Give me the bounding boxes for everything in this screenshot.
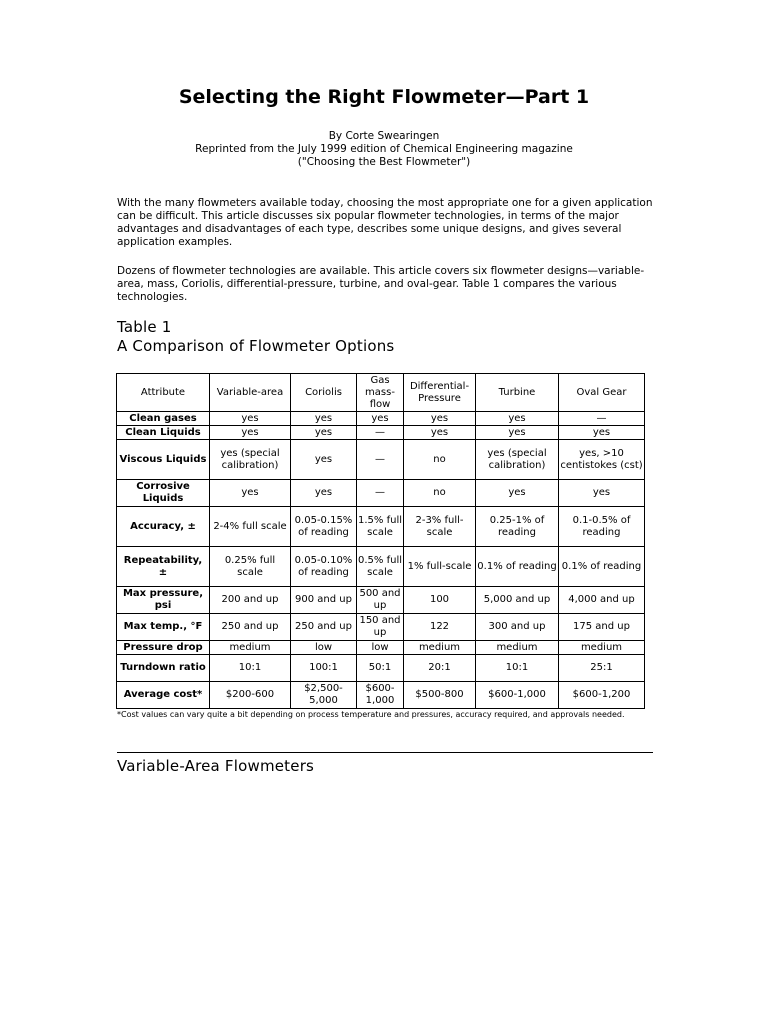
table-cell: 100:1 [291,655,357,682]
header-cell: Differential-Pressure [404,374,476,412]
table-cell: yes [357,412,404,426]
table-cell: 0.05-0.10% of reading [291,547,357,587]
table-cell: $600-1,000 [476,682,559,709]
original-title-line: ("Choosing the Best Flowmeter") [297,156,471,168]
table-footnote: *Cost values can vary quite a bit depending on process temperature and pressures, accuracy required, and approvals needed. [117,710,625,719]
byline [0,130,768,169]
table-cell: yes (special calibration) [210,440,291,480]
attribute-cell: Max temp., °F [117,614,210,641]
table-cell: — [357,440,404,480]
table-cell: 10:1 [210,655,291,682]
table-cell: 300 and up [476,614,559,641]
table-caption: A Comparison of Flowmeter Options [117,337,395,355]
attribute-cell: Max pressure, psi [117,587,210,614]
table-cell: no [404,440,476,480]
table-cell: $2,500-5,000 [291,682,357,709]
table-cell: 150 and up [357,614,404,641]
table-cell: 900 and up [291,587,357,614]
section-heading: Variable-Area Flowmeters [117,757,315,775]
comparison-table [116,373,645,709]
table-cell: yes [291,440,357,480]
table-cell: yes [559,480,645,507]
table-cell: yes [291,480,357,507]
page-title: Selecting the Right Flowmeter—Part 1 [178,86,590,108]
table-cell: medium [404,641,476,655]
table-cell: medium [476,641,559,655]
reprint-line: Reprinted from the July 1999 edition of Chemical Engineering magazine [195,143,573,155]
table-row [117,547,645,587]
header-cell: Variable-area [210,374,291,412]
table-row [117,426,645,440]
attribute-cell: Accuracy, ± [117,507,210,547]
table-cell: 200 and up [210,587,291,614]
overview-paragraph: Dozens of flowmeter technologies are available. This article covers six flowmeter designs—variable-area, mass, Coriolis, differential-pressure, turbine, and oval-gear. Table 1 compares the various technologies. [117,265,645,303]
table-cell: 4,000 and up [559,587,645,614]
table-cell: $200-600 [210,682,291,709]
table-cell: 0.25% full scale [210,547,291,587]
table-cell: 0.1% of reading [476,547,559,587]
table-cell: 2-3% full-scale [404,507,476,547]
attribute-cell: Clean Liquids [117,426,210,440]
attribute-cell: Average cost* [117,682,210,709]
table-cell: — [559,412,645,426]
header-cell: Attribute [117,374,210,412]
table-cell: yes [291,426,357,440]
table-cell: 0.1-0.5% of reading [559,507,645,547]
table-cell: 20:1 [404,655,476,682]
table-header-row [117,374,645,412]
table-row [117,614,645,641]
table-cell: — [357,426,404,440]
table-cell: low [291,641,357,655]
table-row [117,507,645,547]
table-cell: yes (special calibration) [476,440,559,480]
table-cell: 0.5% full scale [357,547,404,587]
table-cell: 0.25-1% of reading [476,507,559,547]
table-cell: 25:1 [559,655,645,682]
table-cell: medium [559,641,645,655]
table-cell: yes [476,412,559,426]
table-cell: 175 and up [559,614,645,641]
table-cell: yes [210,480,291,507]
table-cell: 122 [404,614,476,641]
table-cell: 2-4% full scale [210,507,291,547]
table-cell: 1.5% full scale [357,507,404,547]
table-cell: yes [404,412,476,426]
attribute-cell: Turndown ratio [117,655,210,682]
section-divider [117,752,653,753]
table-cell: yes [559,426,645,440]
table-cell: 5,000 and up [476,587,559,614]
header-cell: Oval Gear [559,374,645,412]
header-cell: Gas mass-flow [357,374,404,412]
attribute-cell: Viscous Liquids [117,440,210,480]
table-cell: 500 and up [357,587,404,614]
table-cell: yes, >10 centistokes (cst) [559,440,645,480]
table-row [117,440,645,480]
table-cell: 0.05-0.15% of reading [291,507,357,547]
table-cell: — [357,480,404,507]
table-row [117,412,645,426]
header-cell: Turbine [476,374,559,412]
header-cell: Coriolis [291,374,357,412]
table-row [117,641,645,655]
table-heading [117,318,394,356]
table-cell: 0.1% of reading [559,547,645,587]
table-cell: yes [291,412,357,426]
table-cell: 1% full-scale [404,547,476,587]
table-cell: yes [476,480,559,507]
attribute-cell: Pressure drop [117,641,210,655]
table-cell: medium [210,641,291,655]
author-line: By Corte Swearingen [328,130,440,142]
table-cell: yes [210,426,291,440]
table-cell: yes [476,426,559,440]
table-cell: $500-800 [404,682,476,709]
table-cell: yes [404,426,476,440]
table-cell: 250 and up [291,614,357,641]
table-cell: 10:1 [476,655,559,682]
table-row [117,655,645,682]
table-cell: yes [210,412,291,426]
table-cell: $600-1,000 [357,682,404,709]
table-cell: no [404,480,476,507]
intro-paragraph: With the many flowmeters available today, choosing the most appropriate one for a given application can be difficult. This article discusses six popular flowmeter technologies, in terms of the major advantages and disadvantages of each type, describes some unique designs, and gives several application examples. [117,197,653,248]
table-cell: 50:1 [357,655,404,682]
attribute-cell: Clean gases [117,412,210,426]
table-row [117,480,645,507]
table-cell: 100 [404,587,476,614]
table-row [117,587,645,614]
table-cell: 250 and up [210,614,291,641]
table-cell: $600-1,200 [559,682,645,709]
table-cell: low [357,641,404,655]
attribute-cell: Repeatability, ± [117,547,210,587]
table-label: Table 1 [117,318,172,336]
attribute-cell: Corrosive Liquids [117,480,210,507]
table-row [117,682,645,709]
